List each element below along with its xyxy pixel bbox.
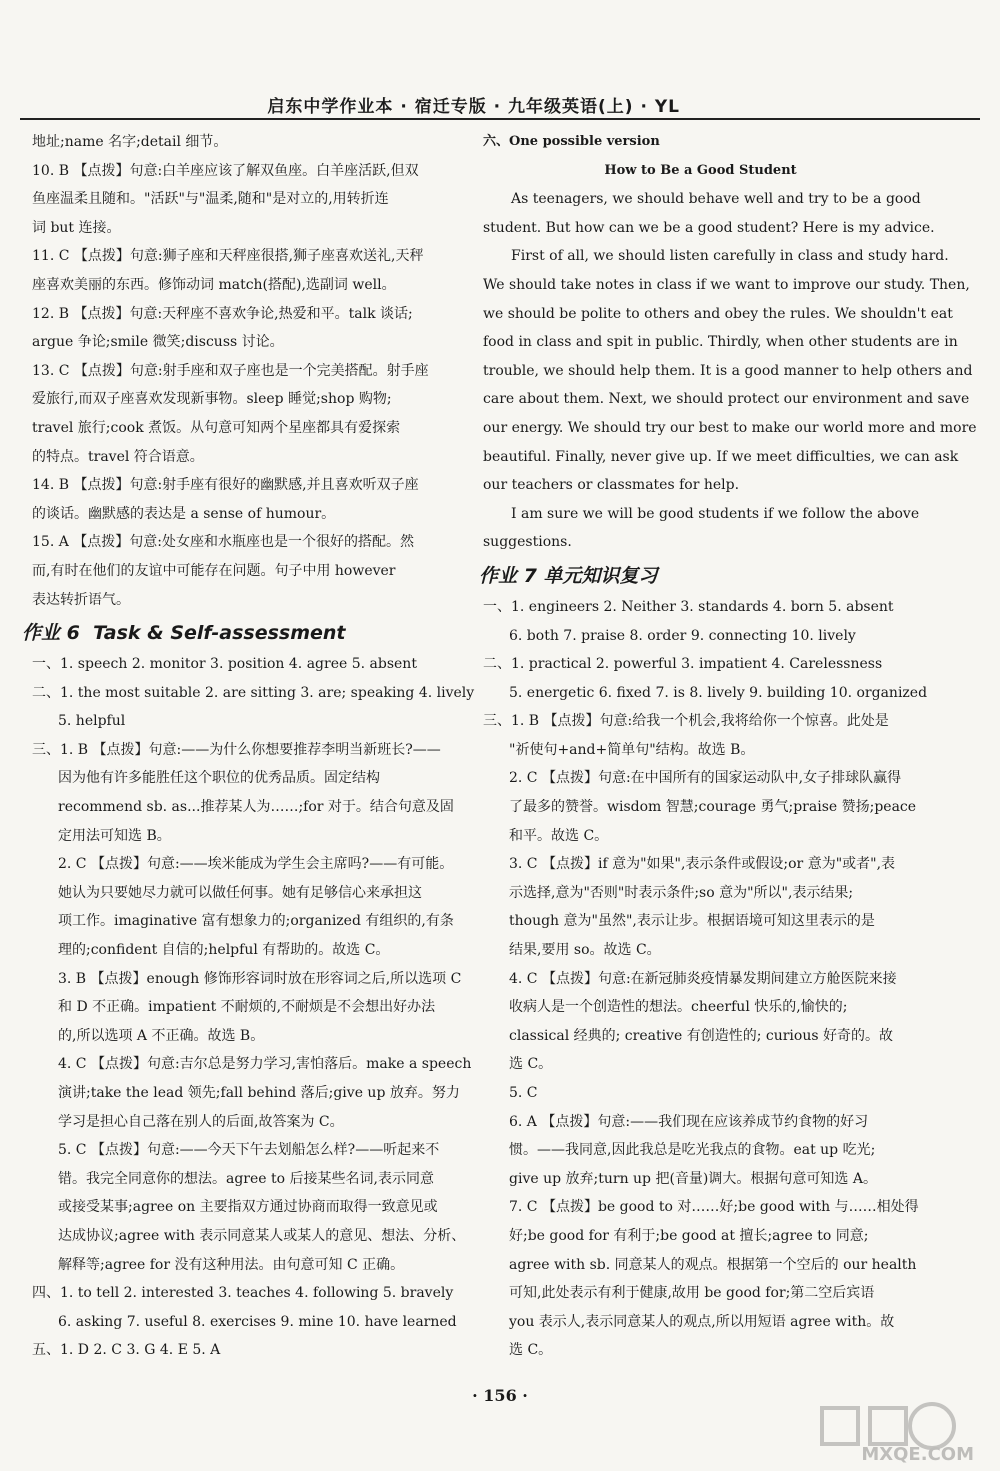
header-rule [20,118,980,120]
part-3-answer-4: 4. C 【点拨】句意:吉尔总是努力学习,害怕落后。make a speech [58,1056,472,1073]
page-header [20,88,980,120]
text-line: give up 放弃;turn up 把(音量)调大。根据句意可知选 A。 [509,1170,877,1187]
model-essay [483,128,977,557]
text-line: 因为他有许多能胜任这个职位的优秀品质。固定结构 [58,770,380,787]
text-line: 座喜欢美丽的东西。修饰动词 match(搭配),选副词 well。 [32,276,396,293]
section-number: 作业 6 [22,622,80,645]
text-line: 和 D 不正确。impatient 不耐烦的,不耐烦是不会想出好办法 [58,999,436,1016]
answer-14: 14. B 【点拨】句意:射手座有很好的幽默感,并且喜欢听双子座 [32,477,419,494]
essay-line: beautiful. Finally, never give up. If we meet difficulties, we can ask [483,448,959,465]
section-heading-6 [22,616,464,650]
text-line: 5. helpful [58,713,126,730]
essay-line: suggestions. [483,534,572,551]
text-line: 鱼座温柔且随和。"活跃"与"温柔,随和"是对立的,用转折连 [32,191,389,208]
part-3-answer-4: 4. C 【点拨】句意:在新冠肺炎疫情暴发期间建立方舱医院来接 [509,970,897,987]
text-line: 达成协议;agree with 表示同意某人或某人的意见、想法、分析、 [58,1227,466,1244]
text-line: 地址;name 名字;detail 细节。 [32,134,228,150]
essay-line: student. But how can we be a good student? Here is my advice. [483,219,935,236]
text-line: 而,有时在他们的友谊中可能存在问题。句子中用 however [32,562,396,579]
left-column [22,128,475,1365]
text-line: 爱旅行,而双子座喜欢发现新事物。sleep 睡觉;shop 购物; [32,391,392,408]
essay-line: we should be polite to others and obey the rules. We shouldn't eat [483,305,953,322]
text-line: 的特点。travel 符合语意。 [32,448,204,465]
answer-13: 13. C 【点拨】句意:射手座和双子座也是一个完美搭配。射手座 [32,362,429,379]
essay-line: trouble, we should help them. It is a good manner to help others and [483,362,973,379]
essay-line: food in class and spit in public. Thirdly, when other students are in [483,334,958,351]
essay-line: We should take notes in class if we want to improve our study. Then, [483,276,970,293]
text-line: 了最多的赞誉。wisdom 智慧;courage 勇气;praise 赞扬;peace [509,799,917,816]
part-3-answer-2: 2. C 【点拨】句意:——埃米能成为学生会主席吗?——有可能。 [58,856,454,873]
part-4-answers: 四、1. to tell 2. interested 3. teaches 4. following 5. bravely [32,1285,454,1302]
text-line: 选 C。 [509,1342,553,1359]
text-line: 惯。——我同意,因此我总是吃光我点的食物。eat up 吃光; [509,1142,876,1159]
part-1-answers: 一、1. speech 2. monitor 3. position 4. agree 5. absent [32,656,417,673]
essay-line: our teachers or classmates for help. [483,477,740,494]
text-line: 6. asking 7. useful 8. exercises 9. mine 10. have learned [58,1313,457,1330]
text-line: recommend sb. as...推荐某人为……;for 对于。结合句意及固 [58,799,454,816]
essay-line: care about them. Next, we should protect our environment and save [483,391,970,408]
text-line: 项工作。imaginative 富有想象力的;organized 有组织的,有条 [58,913,454,930]
text-line: classical 经典的; creative 有创造性的; curious 好奇的。故 [509,1027,893,1044]
text-line: 选 C。 [509,1056,553,1073]
text-line: agree with sb. 同意某人的观点。根据第一个空后的 our health [509,1256,917,1273]
part-3-answer-2: 2. C 【点拨】句意:在中国所有的国家运动队中,女子排球队赢得 [509,770,902,787]
part-3-answer-1: 三、1. B 【点拨】句意:——为什么你想要推荐李明当新班长?—— [32,741,441,758]
text-line: 好;be good for 有利于;be good at 擅长;agree to 同意; [509,1227,869,1244]
part-2-answers: 二、1. the most suitable 2. are sitting 3. are; speaking 4. lively [32,684,475,701]
text-line: 的谈话。幽默感的表达是 a sense of humour。 [32,505,336,522]
essay-line: our energy. We should try our best to make our world more and more [483,419,977,436]
part-2-answers: 二、1. practical 2. powerful 3. impatient 4. Carelessness [483,656,883,673]
text-line: 表达转折语气。 [32,591,130,608]
answer-11: 11. C 【点拨】句意:狮子座和天秤座很搭,狮子座喜欢送礼,天秤 [32,248,424,265]
text-line: you 表示人,表示同意某人的观点,所以用短语 agree with。故 [509,1313,895,1330]
text-line: 定用法可知选 B。 [58,827,171,844]
text-line: 结果,要用 so。故选 C。 [509,942,661,959]
part-3-answer-5: 5. C [509,1085,538,1101]
text-line: 学习是担心自己落在别人的后面,故答案为 C。 [58,1113,344,1130]
text-line: "祈使句+and+简单句"结构。故选 B。 [509,741,755,758]
text-line: 词 but 连接。 [32,219,121,236]
text-line: 她认为只要她尽力就可以做任何事。她有足够信心来承担这 [58,884,422,901]
essay-line: As teenagers, we should behave well and try to be a good [511,191,921,208]
section-heading-7: 作业 7 单元知识复习 [479,564,658,587]
text-line: though 意为"虽然",表示让步。根据语境可知这里表示的是 [509,913,875,930]
text-line: travel 旅行;cook 煮饭。从句意可知两个星座都具有爱探索 [32,419,401,436]
section-title: Task & Self-assessment [93,622,346,645]
page-number: · 156 · [472,1386,528,1405]
book-title: 启东中学作业本 · 宿迁专版 · 九年级英语(上) · YL [267,97,680,117]
text-line: 理的;confident 自信的;helpful 有帮助的。故选 C。 [58,942,390,959]
part-3-answer-5: 5. C 【点拨】句意:——今天下午去划船怎么样?——听起来不 [58,1142,440,1159]
part-3-answer-1: 三、1. B 【点拨】句意:给我一个机会,我将给你一个惊喜。此处是 [483,713,889,730]
text-line: 示选择,意为"否则"时表示条件;so 意为"所以",表示结果; [509,884,854,901]
essay-label: 六、One possible version [483,134,660,149]
text-line: 收病人是一个创造性的想法。cheerful 快乐的,愉快的; [509,999,848,1016]
text-line: 的,所以选项 A 不正确。故选 B。 [58,1027,265,1044]
text-line: argue 争论;smile 微笑;discuss 讨论。 [32,334,284,351]
watermark-logo [782,1400,982,1466]
text-line: 解释等;agree for 没有这种用法。由句意可知 C 正确。 [58,1256,405,1273]
watermark-text: MXQE.COM [861,1444,974,1465]
essay-title: How to Be a Good Student [604,162,797,178]
essay-line: First of all, we should listen carefully in class and study hard. [511,248,949,265]
part-1-answers: 一、1. engineers 2. Neither 3. standards 4. born 5. absent [483,598,894,615]
text-line: 6. both 7. praise 8. order 9. connecting 10. lively [509,627,856,644]
part-3-answer-6: 6. A 【点拨】句意:——我们现在应该养成节约食物的好习 [509,1113,869,1130]
part-5-answers: 五、1. D 2. C 3. G 4. E 5. A [32,1342,221,1359]
text-line: 和平。故选 C。 [509,827,609,844]
text-line: 错。我完全同意你的想法。agree to 后接某些名词,表示同意 [58,1170,434,1187]
answer-15: 15. A 【点拨】句意:处女座和水瓶座也是一个很好的搭配。然 [32,534,414,551]
essay-line: I am sure we will be good students if we follow the above [511,505,920,522]
right-column [479,128,977,1365]
text-line: 演讲;take the lead 领先;fall behind 落后;give up 放弃。努力 [58,1085,460,1101]
part-3-answer-3: 3. C 【点拨】if 意为"如果",表示条件或假设;or 意为"或者",表 [509,856,896,873]
answer-10: 10. B 【点拨】句意:白羊座应该了解双鱼座。白羊座活跃,但双 [32,162,419,179]
part-3-answer-7: 7. C 【点拨】be good to 对……好;be good with 与……相处得 [509,1199,919,1216]
text-line: 或接受某事;agree on 主要指双方通过协商而取得一致意见或 [58,1199,438,1216]
part-3-answer-3: 3. B 【点拨】enough 修饰形容词时放在形容词之后,所以选项 C [58,970,462,987]
text-line: 5. energetic 6. fixed 7. is 8. lively 9. building 10. organized [509,684,928,701]
text-line: 可知,此处表示有利于健康,故用 be good for;第二空后宾语 [509,1285,875,1302]
answer-12: 12. B 【点拨】句意:天秤座不喜欢争论,热爱和平。talk 谈话; [32,305,413,322]
